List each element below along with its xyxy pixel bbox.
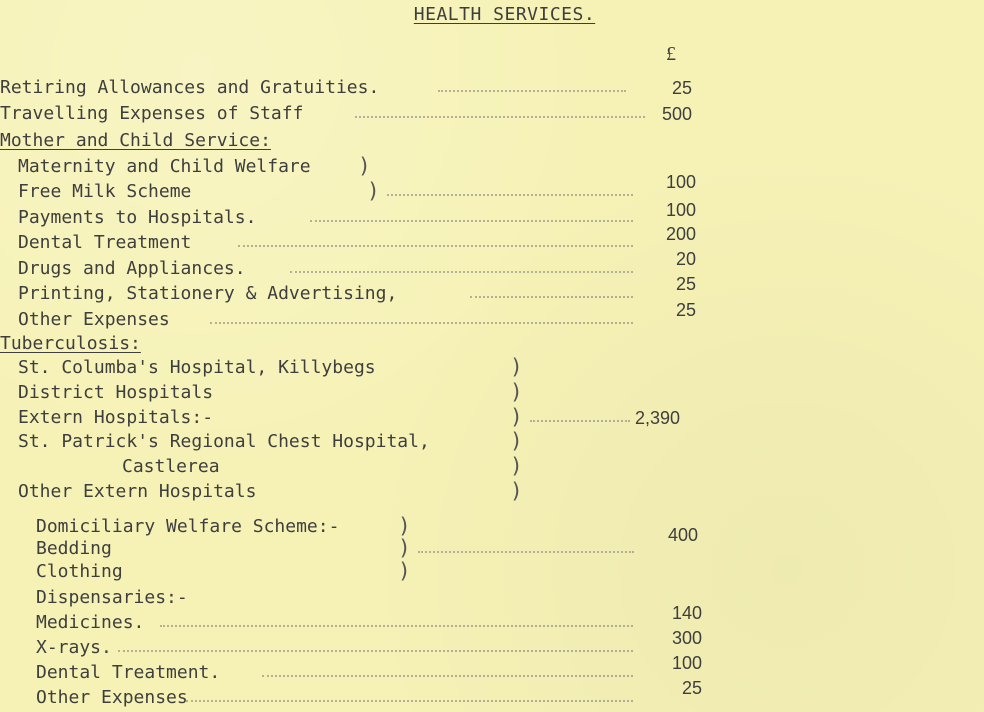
dot-leader [355, 116, 645, 120]
group-brace: ) [510, 479, 523, 503]
line-item-amount: 200 [665, 224, 696, 244]
line-item-label: Drugs and Appliances. [18, 258, 246, 279]
group-brace: ) [510, 355, 523, 379]
line-item [0, 274, 984, 308]
dot-leader [290, 271, 633, 275]
line-item-label: Other Extern Hospitals [18, 481, 257, 502]
line-item [0, 382, 984, 407]
line-item [0, 77, 984, 102]
line-item-amount: 400 [667, 525, 698, 545]
line-item [0, 103, 984, 128]
section-heading-label: Tuberculosis: [0, 333, 141, 354]
dot-leader [438, 90, 626, 94]
line-item-label: Other Expenses [36, 687, 188, 708]
line-item-amount: 20 [675, 249, 696, 269]
line-item [0, 653, 984, 687]
section-heading-label: Dispensaries:- [36, 587, 188, 608]
dot-leader [262, 675, 633, 679]
group-brace: ) [510, 380, 523, 404]
line-item-label: Clothing [36, 561, 123, 582]
line-item-label: District Hospitals [18, 382, 214, 403]
line-item-label: Domiciliary Welfare Scheme:- [36, 516, 340, 537]
group-brace: ) [398, 514, 411, 538]
line-item-amount: 25 [681, 678, 702, 698]
dot-leader [470, 296, 633, 300]
line-item-label: Retiring Allowances and Gratuities. [0, 77, 380, 98]
dot-leader [238, 245, 633, 249]
line-item-label: Bedding [36, 538, 112, 559]
document-title: HEALTH SERVICES. [413, 4, 596, 25]
line-item-label: Dental Treatment. [36, 662, 221, 683]
group-brace: ) [510, 429, 523, 453]
line-item-amount: 100 [665, 200, 696, 220]
dot-leader [186, 700, 633, 704]
group-brace: ) [510, 405, 523, 429]
group-brace: ) [398, 536, 411, 560]
section-heading [0, 130, 984, 155]
line-item [0, 431, 984, 456]
section-heading [0, 333, 984, 358]
line-item [0, 456, 984, 481]
line-item-amount: 100 [671, 653, 702, 673]
line-item [0, 156, 984, 181]
line-item-amount: 25 [671, 78, 692, 98]
line-item [0, 481, 984, 506]
line-item [0, 172, 984, 206]
line-item-amount: 25 [675, 300, 696, 320]
line-item [0, 603, 984, 637]
group-brace: ) [398, 559, 411, 583]
line-item [0, 300, 984, 334]
line-item-amount: 300 [671, 628, 702, 648]
line-item-label: Medicines. [36, 612, 145, 633]
line-item [0, 357, 984, 382]
line-item [0, 224, 984, 257]
currency-symbol: £ [666, 43, 676, 65]
line-item-amount: 140 [671, 603, 702, 623]
line-item-amount: 500 [661, 104, 692, 124]
line-item-label: Free Milk Scheme [18, 181, 192, 202]
dot-leader [530, 420, 630, 424]
section-heading-label: Mother and Child Service: [0, 130, 271, 151]
line-item [0, 678, 984, 712]
line-item-amount: 25 [675, 274, 696, 294]
group-brace: ) [367, 179, 380, 203]
line-item-label: Extern Hospitals:- [18, 407, 214, 428]
dot-leader [118, 650, 633, 654]
dot-leader [310, 220, 633, 224]
line-item-label: St. Patrick's Regional Chest Hospital, [18, 431, 430, 452]
line-item-label: Travelling Expenses of Staff [0, 103, 304, 124]
section-heading [0, 587, 984, 612]
line-item-label: X-rays. [36, 637, 112, 658]
line-item-label: Payments to Hospitals. [18, 207, 257, 228]
dot-leader [418, 551, 634, 555]
line-item-label: Castlerea [122, 456, 220, 477]
line-item-label: Dental Treatment [18, 232, 192, 253]
group-brace: ) [358, 154, 371, 178]
line-item [0, 200, 984, 232]
line-item [0, 249, 984, 283]
line-item [0, 628, 984, 662]
group-brace: ) [510, 454, 523, 478]
line-item-amount: 2,390 [635, 408, 681, 428]
line-item-amount: 100 [665, 172, 696, 192]
line-item-label: St. Columba's Hospital, Killybegs [18, 357, 376, 378]
line-item-label: Maternity and Child Welfare [18, 156, 311, 177]
line-item-label: Other Expenses [18, 309, 170, 330]
dot-leader [210, 322, 633, 326]
line-item [0, 407, 984, 432]
line-item-label: Printing, Stationery & Advertising, [18, 283, 398, 304]
dot-leader [387, 194, 633, 198]
line-item [0, 561, 984, 586]
dot-leader [160, 625, 633, 629]
